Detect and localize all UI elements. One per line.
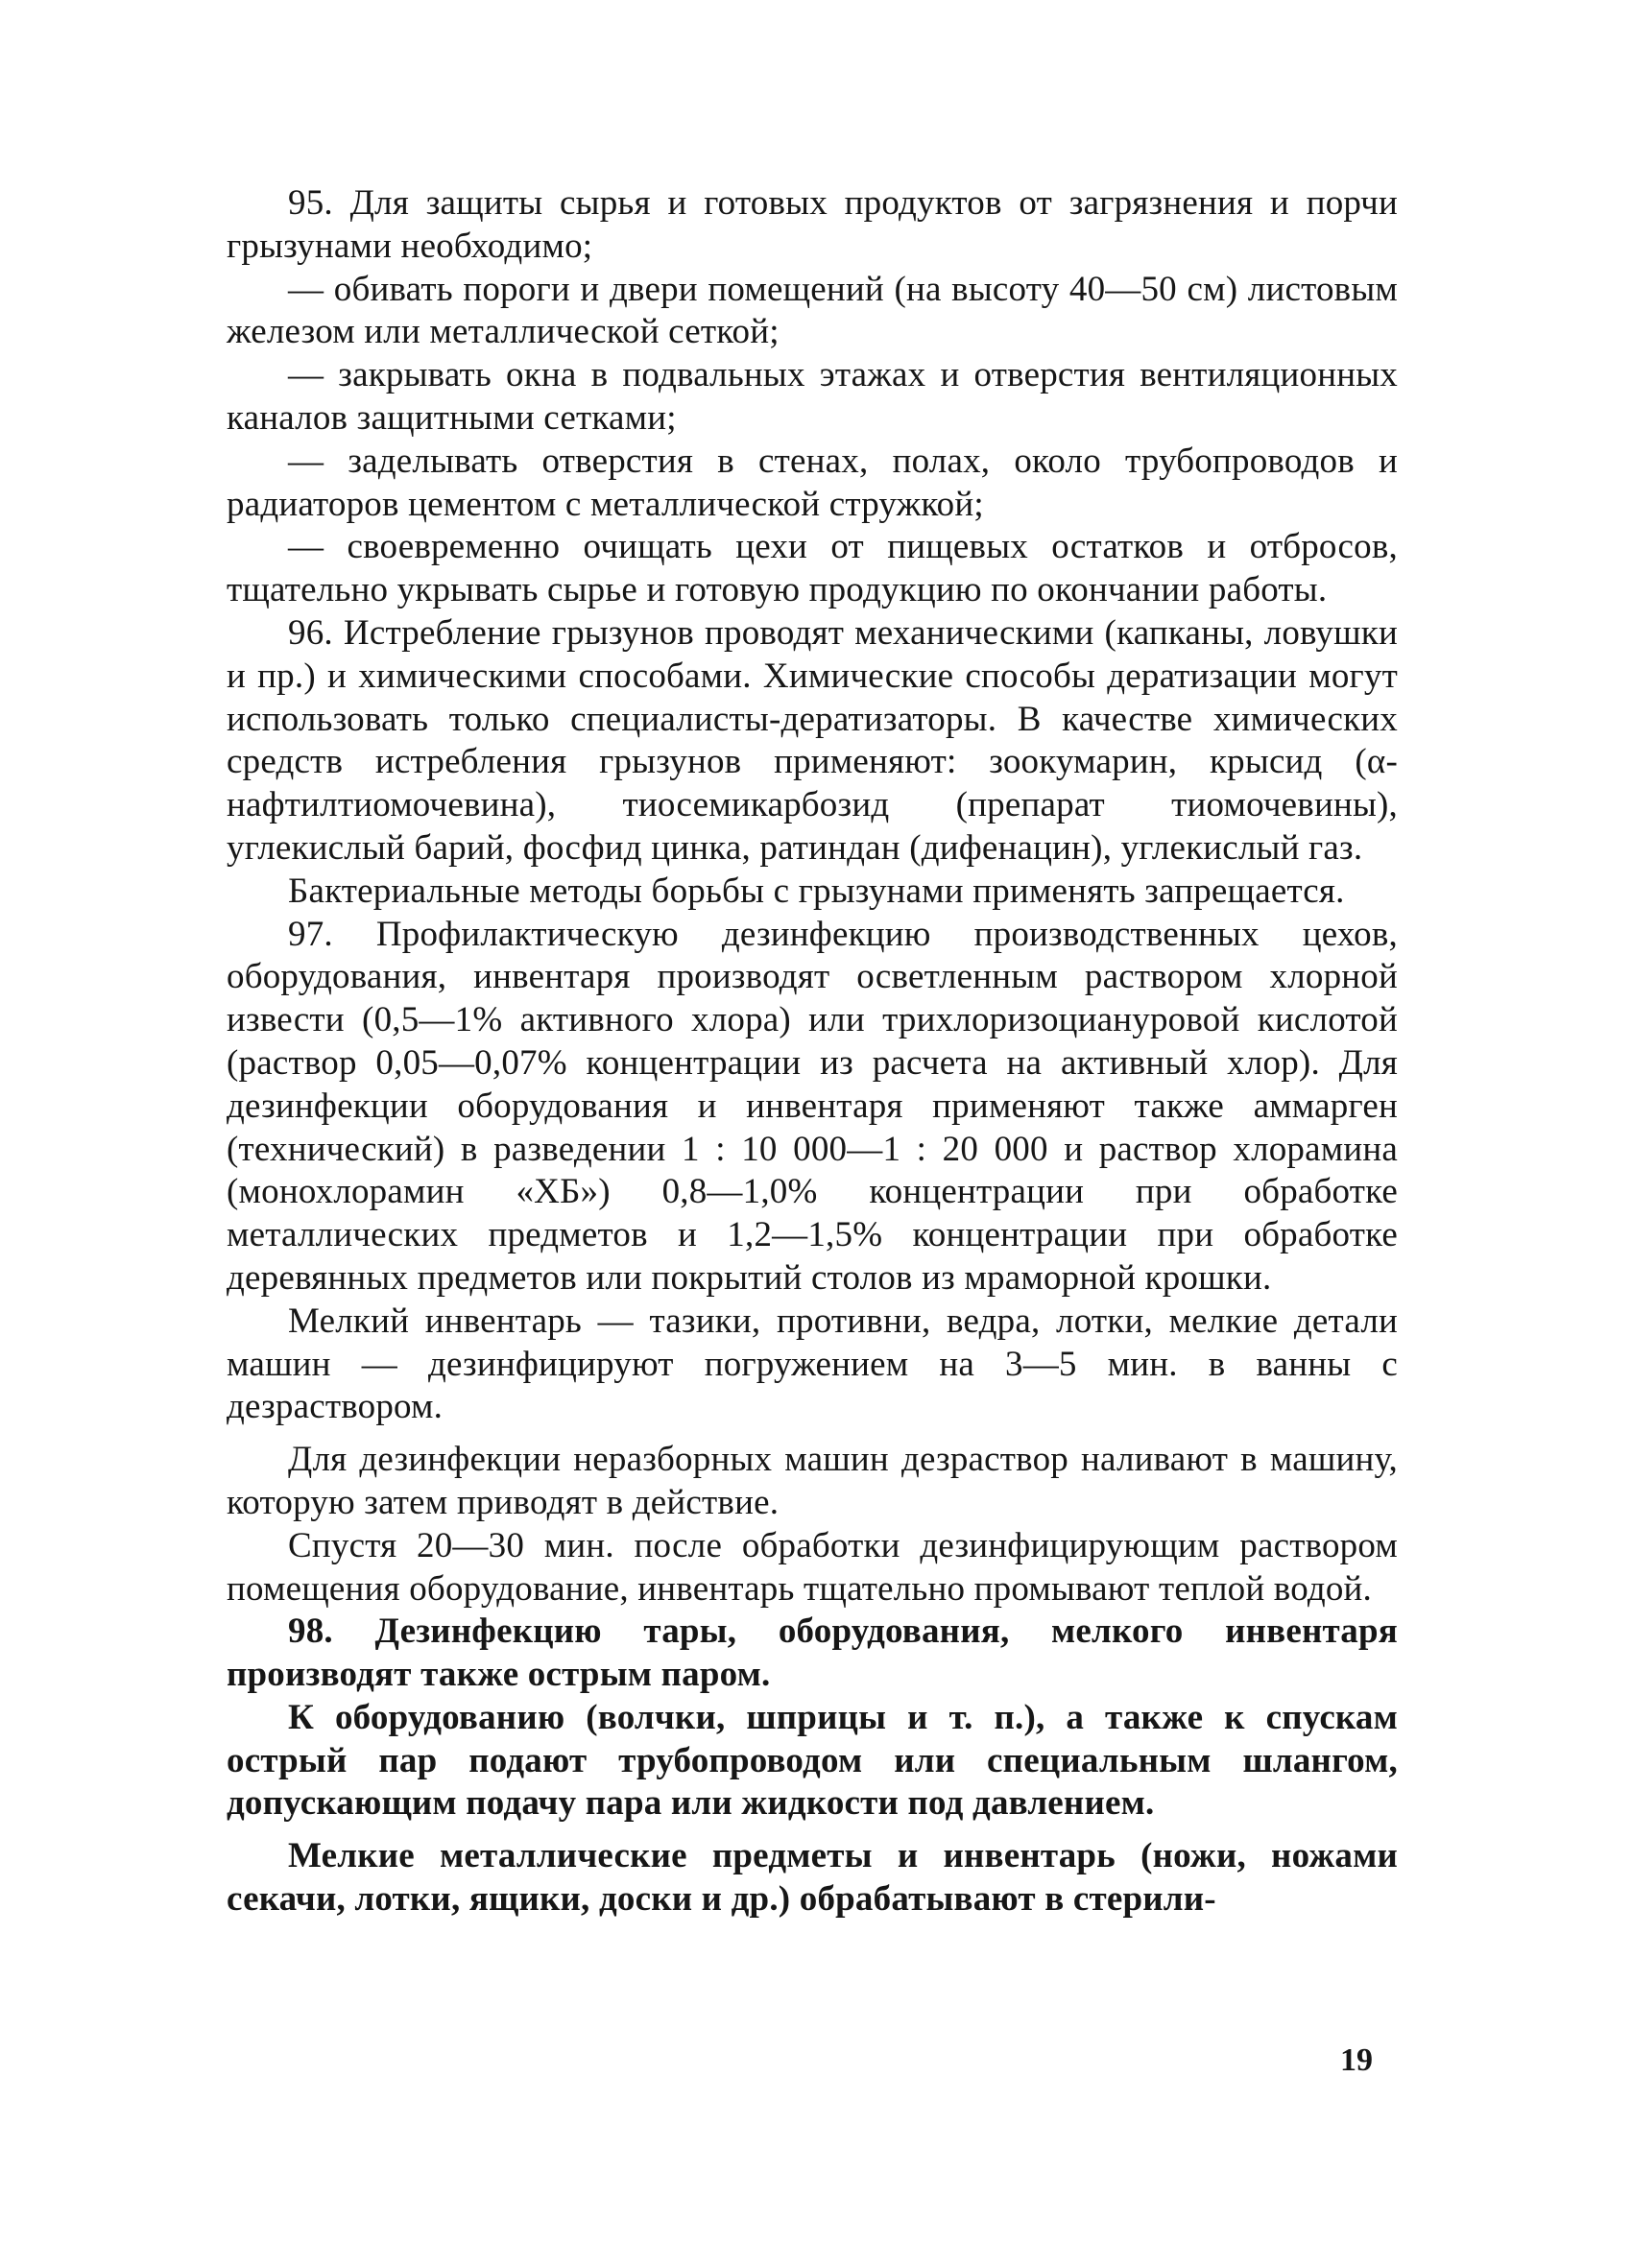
- paragraph-rinsing: Спустя 20—30 мин. после обработки дезинфицирующим раствором помещения оборудование, инвентарь тщательно промывают теплой водой.: [227, 1525, 1398, 1609]
- paragraph-96-rodent-control: 96. Истребление грызунов проводят механическими (капканы, ловушки и пр.) и химическими способами. Химические способы дератизации могут использовать только специалисты-дератизаторы. В качестве химических средств истребления грызунов применяют: зоокумарин, крысид (α-нафтилтиомочевина), тиосемикарбозид (препарат тиомочевины), углекислый барий, фосфид цинка, ратиндан (дифенацин), углекислый газ.: [227, 612, 1398, 868]
- list-item-cleaning: — своевременно очищать цехи от пищевых остатков и отбросов, тщательно укрывать сырье и готовую продукцию по окончании работы.: [227, 527, 1398, 610]
- page-number: 19: [1340, 2042, 1373, 2078]
- paragraph-steam-supply: К оборудованию (волчки, шприцы и т. п.), а также к спускам острый пар подают трубопроводом или специальным шлангом, допускающим подачу пара или жидкости под давлением.: [227, 1697, 1398, 1824]
- paragraph-small-inventory: Мелкий инвентарь — тазики, противни, ведра, лотки, мелкие детали машин — дезинфицируют погружением на 3—5 мин. в ванны с дезраствором.: [227, 1301, 1398, 1427]
- list-item-basement-windows: — закрывать окна в подвальных этажах и отверстия вентиляционных каналов защитными сетками;: [227, 355, 1398, 438]
- paragraph-bacterial-methods: Бактериальные методы борьбы с грызунами применять запрещается.: [288, 871, 1345, 911]
- list-item-seal-openings: — заделывать отверстия в стенах, полах, около трубопроводов и радиаторов цементом с металлической стружкой;: [227, 441, 1398, 524]
- document-page: [227, 182, 1398, 1922]
- paragraph-98-steam: 98. Дезинфекцию тары, оборудования, мелкого инвентаря производят также острым паром.: [227, 1611, 1398, 1695]
- paragraph-97-disinfection: 97. Профилактическую дезинфекцию производственных цехов, оборудования, инвентаря производят осветленным раствором хлорной извести (0,5—1% активного хлора) или трихлоризоциануровой кислотой (раствор 0,05—0,07% концентрации из расчета на активный хлор). Для дезинфекции оборудования и инвентаря применяют также аммарген (технический) в разведении 1 : 10 000—1 : 20 000 и раствор хлорамина (монохлорамин «ХБ») 0,8—1,0% концентрации при обработке металлических предметов и 1,2—1,5% концентрации при обработке деревянных предметов или покрытий столов из мраморной крошки.: [227, 914, 1398, 1298]
- list-item-thresholds: — обивать пороги и двери помещений (на высоту 40—50 см) листовым железом или металлической сеткой;: [227, 269, 1398, 352]
- paragraph-non-dismountable-machines: Для дезинфекции неразборных машин дезраствор наливают в машину, которую затем приводят в действие.: [227, 1440, 1398, 1522]
- paragraph-95-intro: 95. Для защиты сырья и готовых продуктов от загрязнения и порчи грызунами необходимо;: [227, 183, 1398, 266]
- paragraph-metal-items: Мелкие металлические предметы и инвентарь (ножи, ножами секачи, лотки, ящики, доски и др.) обрабатывают в стерили-: [227, 1836, 1398, 1920]
